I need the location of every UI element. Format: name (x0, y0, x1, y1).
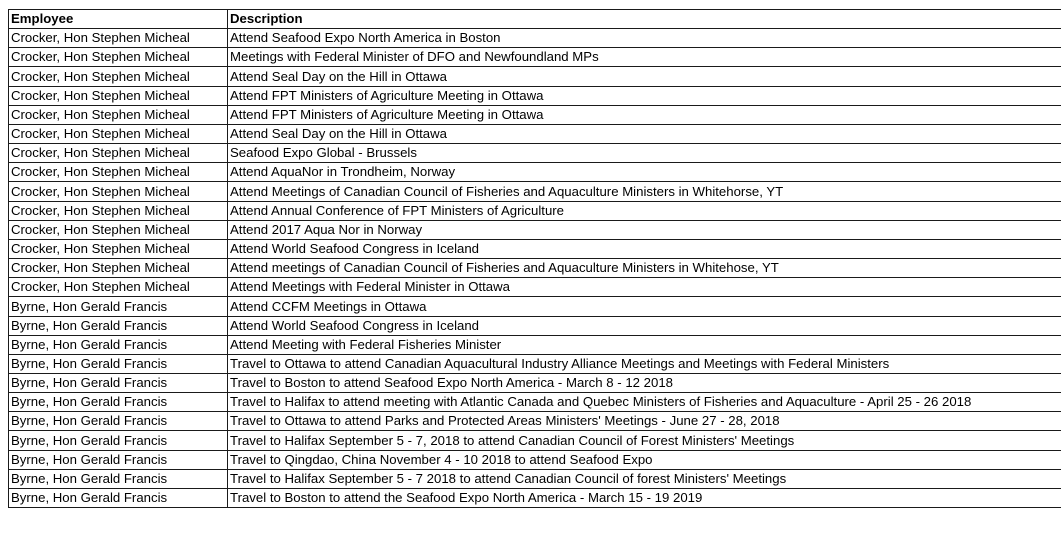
table-row (9, 335, 1061, 354)
table-row (9, 220, 1061, 239)
cell-employee[interactable]: Byrne, Hon Gerald Francis (9, 373, 228, 392)
table-row (9, 354, 1061, 373)
cell-employee[interactable]: Byrne, Hon Gerald Francis (9, 431, 228, 450)
cell-description[interactable]: Attend World Seafood Congress in Iceland (228, 316, 1061, 335)
cell-employee[interactable]: Byrne, Hon Gerald Francis (9, 354, 228, 373)
cell-employee[interactable]: Crocker, Hon Stephen Micheal (9, 86, 228, 105)
cell-description[interactable]: Attend FPT Ministers of Agriculture Meeting in Ottawa (228, 86, 1061, 105)
cell-description[interactable]: Travel to Boston to attend Seafood Expo North America - March 8 - 12 2018 (228, 373, 1061, 392)
table-row (9, 488, 1061, 507)
cell-description[interactable]: Travel to Qingdao, China November 4 - 10 2018 to attend Seafood Expo (228, 450, 1061, 469)
header-description[interactable]: Description (228, 10, 1061, 29)
table-row (9, 431, 1061, 450)
cell-employee[interactable]: Crocker, Hon Stephen Micheal (9, 144, 228, 163)
cell-employee[interactable]: Byrne, Hon Gerald Francis (9, 469, 228, 488)
cell-employee[interactable]: Crocker, Hon Stephen Micheal (9, 67, 228, 86)
cell-description[interactable]: Attend Meetings with Federal Minister in Ottawa (228, 278, 1061, 297)
table-row (9, 48, 1061, 67)
table-row (9, 144, 1061, 163)
table-row (9, 469, 1061, 488)
cell-employee[interactable]: Byrne, Hon Gerald Francis (9, 393, 228, 412)
cell-description[interactable]: Attend Seal Day on the Hill in Ottawa (228, 67, 1061, 86)
cell-employee[interactable]: Crocker, Hon Stephen Micheal (9, 163, 228, 182)
cell-description[interactable]: Meetings with Federal Minister of DFO and Newfoundland MPs (228, 48, 1061, 67)
table-row (9, 278, 1061, 297)
cell-description[interactable]: Attend Seal Day on the Hill in Ottawa (228, 124, 1061, 143)
table-row (9, 201, 1061, 220)
cell-description[interactable]: Attend AquaNor in Trondheim, Norway (228, 163, 1061, 182)
table-row (9, 259, 1061, 278)
cell-employee[interactable]: Crocker, Hon Stephen Micheal (9, 124, 228, 143)
table-row (9, 124, 1061, 143)
cell-employee[interactable]: Byrne, Hon Gerald Francis (9, 316, 228, 335)
cell-description[interactable]: Attend Seafood Expo North America in Boston (228, 29, 1061, 48)
table-row (9, 86, 1061, 105)
cell-description[interactable]: Travel to Halifax September 5 - 7 2018 to attend Canadian Council of forest Ministers' Meetings (228, 469, 1061, 488)
table-row (9, 182, 1061, 201)
cell-employee[interactable]: Crocker, Hon Stephen Micheal (9, 105, 228, 124)
cell-description[interactable]: Travel to Ottawa to attend Parks and Protected Areas Ministers' Meetings - June 27 - 28, 2018 (228, 412, 1061, 431)
cell-description[interactable]: Attend FPT Ministers of Agriculture Meeting in Ottawa (228, 105, 1061, 124)
cell-employee[interactable]: Crocker, Hon Stephen Micheal (9, 201, 228, 220)
cell-employee[interactable]: Byrne, Hon Gerald Francis (9, 297, 228, 316)
cell-employee[interactable]: Crocker, Hon Stephen Micheal (9, 48, 228, 67)
header-row (9, 10, 1061, 29)
cell-employee[interactable]: Byrne, Hon Gerald Francis (9, 412, 228, 431)
cell-employee[interactable]: Byrne, Hon Gerald Francis (9, 335, 228, 354)
table-body (9, 29, 1061, 508)
cell-employee[interactable]: Crocker, Hon Stephen Micheal (9, 239, 228, 258)
table-row (9, 450, 1061, 469)
cell-employee[interactable]: Crocker, Hon Stephen Micheal (9, 278, 228, 297)
table-row (9, 239, 1061, 258)
cell-description[interactable]: Attend 2017 Aqua Nor in Norway (228, 220, 1061, 239)
table-row (9, 297, 1061, 316)
cell-description[interactable]: Attend meetings of Canadian Council of Fisheries and Aquaculture Ministers in Whitehose, YT (228, 259, 1061, 278)
cell-description[interactable]: Travel to Boston to attend the Seafood Expo North America - March 15 - 19 2019 (228, 488, 1061, 507)
table-row (9, 412, 1061, 431)
cell-description[interactable]: Travel to Halifax September 5 - 7, 2018 to attend Canadian Council of Forest Ministers' Meetings (228, 431, 1061, 450)
cell-employee[interactable]: Crocker, Hon Stephen Micheal (9, 29, 228, 48)
table-row (9, 67, 1061, 86)
expense-table (8, 9, 1061, 508)
cell-employee[interactable]: Byrne, Hon Gerald Francis (9, 488, 228, 507)
header-employee[interactable]: Employee (9, 10, 228, 29)
cell-description[interactable]: Attend CCFM Meetings in Ottawa (228, 297, 1061, 316)
cell-employee[interactable]: Byrne, Hon Gerald Francis (9, 450, 228, 469)
table-row (9, 163, 1061, 182)
cell-employee[interactable]: Crocker, Hon Stephen Micheal (9, 182, 228, 201)
cell-description[interactable]: Travel to Ottawa to attend Canadian Aquacultural Industry Alliance Meetings and Meetings with Federal Ministers (228, 354, 1061, 373)
cell-description[interactable]: Seafood Expo Global - Brussels (228, 144, 1061, 163)
table-row (9, 29, 1061, 48)
cell-description[interactable]: Attend Annual Conference of FPT Ministers of Agriculture (228, 201, 1061, 220)
cell-employee[interactable]: Crocker, Hon Stephen Micheal (9, 220, 228, 239)
cell-description[interactable]: Attend World Seafood Congress in Iceland (228, 239, 1061, 258)
table-row (9, 316, 1061, 335)
cell-description[interactable]: Attend Meetings of Canadian Council of Fisheries and Aquaculture Ministers in Whitehorse, YT (228, 182, 1061, 201)
cell-description[interactable]: Travel to Halifax to attend meeting with Atlantic Canada and Quebec Ministers of Fisheries and Aquaculture - April 25 - 26 2018 (228, 393, 1061, 412)
cell-employee[interactable]: Crocker, Hon Stephen Micheal (9, 259, 228, 278)
table-row (9, 373, 1061, 392)
table-row (9, 393, 1061, 412)
cell-description[interactable]: Attend Meeting with Federal Fisheries Minister (228, 335, 1061, 354)
table-row (9, 105, 1061, 124)
